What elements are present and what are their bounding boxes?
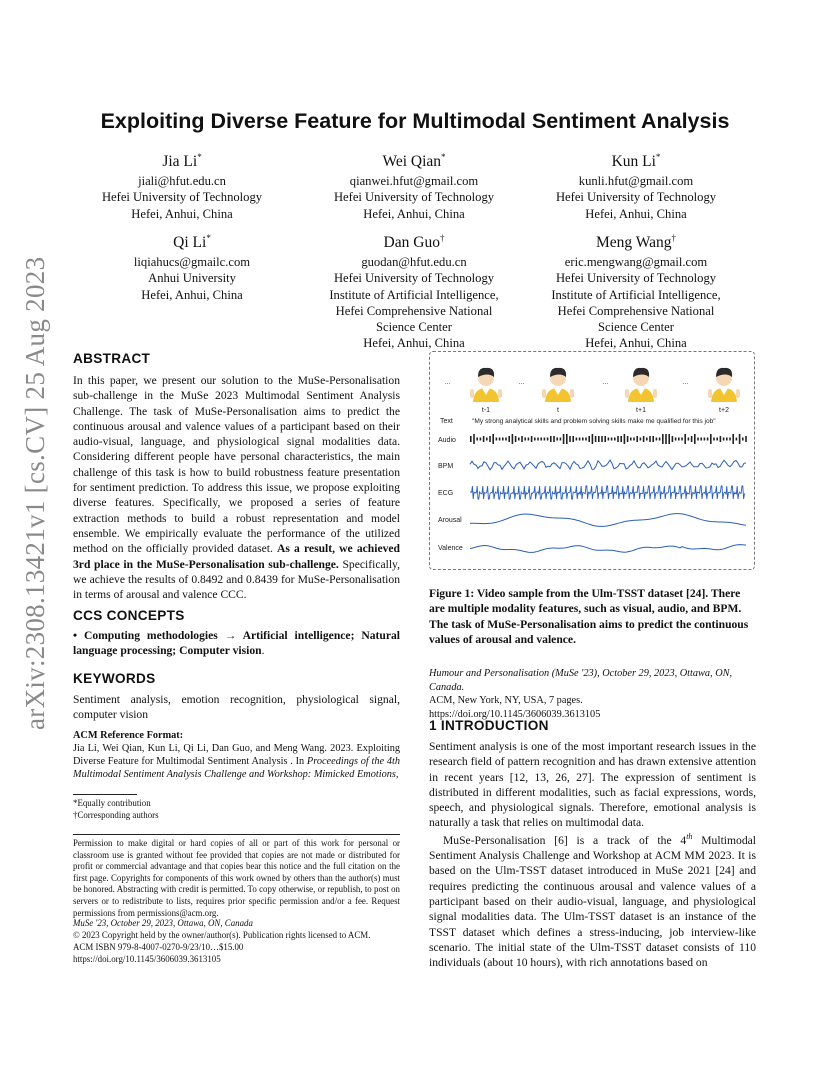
footnote-corresponding: †Corresponding authors xyxy=(73,810,159,820)
author-email: kunli.hfut@gmail.com xyxy=(578,174,694,189)
audio-bar xyxy=(582,438,584,441)
audio-bar xyxy=(588,436,590,442)
author-card xyxy=(294,148,534,222)
audio-bar xyxy=(627,436,629,442)
signal-label-bpm: BPM xyxy=(438,463,454,470)
frame-ellipsis: … xyxy=(518,379,525,386)
author-affiliation: Hefei University of Technology xyxy=(101,190,263,205)
audio-bar xyxy=(601,436,603,442)
author-affiliation: Hefei University of Technology xyxy=(333,271,495,286)
audio-bar xyxy=(524,438,526,441)
audio-bar xyxy=(716,438,718,441)
author-card xyxy=(294,229,534,351)
person-hand xyxy=(625,389,629,398)
intro-paragraph-1: Sentiment analysis is one of the most important research issues in the research field of pattern recognition and has drawn extensive attention in recent years [12, 13, 26, 27]. The expression of sentiment is distributed in different modalities, such as facial expressions, words, speech, and physiological signals. Therefore, emotional analysis is naturally a task that relies on multimodal data. xyxy=(429,740,756,830)
author-location: Hefei, Anhui, China xyxy=(585,206,687,221)
figure-caption: Figure 1: Video sample from the Ulm-TSST dataset [24]. There are multiple modality features, such as visual, audio, and BPM. The task of MuSe-Personalisation aims to predict the continuous values of arousal and valence. xyxy=(429,587,749,646)
permission-text: Permission to make digital or hard copies of all or part of this work for personal or classroom use is granted without fee provided that copies are not made or distributed for profit or commercial advantage and that copies bear this notice and the full citation on the first page. Copyrights for components of this work owned by others than the author(s) must be honored. Abstracting with credit is permitted. To copy otherwise, or republish, to post on servers or to redistribute to lists, requires prior specific permission and/or a fee. Request permissions from permissions@acm.org. xyxy=(73,838,400,918)
audio-bar xyxy=(681,438,683,441)
audio-bar xyxy=(492,434,494,444)
person-hand xyxy=(542,389,546,398)
audio-bar xyxy=(489,436,491,442)
person-hand xyxy=(498,389,502,398)
audio-bar xyxy=(710,434,712,444)
frame-label: t-1 xyxy=(481,407,491,414)
audio-bar xyxy=(585,438,587,441)
venue-line: MuSe '23, October 29, 2023, Ottawa, ON, Canada xyxy=(73,918,253,928)
audio-bar xyxy=(640,438,642,441)
audio-bar xyxy=(502,438,504,441)
author-location: Hefei, Anhui, China xyxy=(585,336,687,351)
author-name: Qi Li* xyxy=(173,233,211,252)
paper-title: Exploiting Diverse Feature for Multimodal Sentiment Analysis xyxy=(100,109,730,133)
audio-bar xyxy=(662,434,664,444)
audio-bar xyxy=(617,436,619,442)
audio-bar xyxy=(604,436,606,442)
person-hand xyxy=(570,389,574,398)
audio-bar xyxy=(528,438,530,441)
audio-waveform xyxy=(470,434,747,444)
audio-bar xyxy=(704,438,706,441)
audio-bar xyxy=(700,438,702,441)
audio-bar xyxy=(595,436,597,442)
audio-bar xyxy=(518,438,520,441)
author-affiliation: Hefei Comprehensive National xyxy=(557,303,715,318)
audio-bar xyxy=(646,438,648,441)
person-hand xyxy=(653,389,657,398)
audio-bar xyxy=(630,438,632,441)
author-affiliation: Institute of Artificial Intelligence, xyxy=(329,287,499,302)
audio-bar xyxy=(745,436,747,442)
author-name: Meng Wang† xyxy=(595,233,677,252)
figure-1 xyxy=(429,351,755,570)
frame-ellipsis: … xyxy=(602,379,609,386)
author-card xyxy=(62,148,302,222)
author-affiliation: Science Center xyxy=(376,319,452,334)
audio-bar xyxy=(684,434,686,444)
author-email: eric.mengwang@gmail.com xyxy=(564,255,708,270)
author-email: qianwei.hfut@gmail.com xyxy=(349,174,479,189)
audio-bar xyxy=(672,436,674,442)
copyright-line: © 2023 Copyright held by the owner/author(s). Publication rights licensed to ACM. xyxy=(73,930,371,940)
audio-bar xyxy=(697,438,699,441)
frame-label: t+1 xyxy=(636,407,646,414)
audio-bar xyxy=(483,436,485,442)
audio-bar xyxy=(476,438,478,441)
audio-bar xyxy=(537,438,539,441)
author-email: jiali@hfut.edu.cn xyxy=(138,174,226,189)
transcript-quote: "My strong analytical skills and problem solving skills make me qualified for this job" xyxy=(472,418,716,425)
audio-bar xyxy=(611,438,613,441)
author-email: liqiahucs@gmailc.com xyxy=(133,255,251,270)
audio-bar xyxy=(608,438,610,441)
audio-bar xyxy=(512,434,514,444)
audio-bar xyxy=(480,438,482,441)
author-affiliation: Institute of Artificial Intelligence, xyxy=(551,287,721,302)
audio-bar xyxy=(531,436,533,442)
valence-signal xyxy=(470,545,746,553)
author-affiliation: Hefei Comprehensive National xyxy=(335,303,493,318)
author-card xyxy=(72,229,312,303)
audio-bar xyxy=(688,438,690,441)
conference-note: Humour and Personalisation (MuSe '23), October 29, 2023, Ottawa, ON, Canada. ACM, New York, NY, USA, 7 pages. https://doi.org/10.1145/3606039.3613105 xyxy=(429,668,733,720)
isbn-line: ACM ISBN 979-8-4007-0270-9/23/10…$15.00 xyxy=(73,942,244,952)
audio-bar xyxy=(550,436,552,442)
audio-bar xyxy=(691,436,693,442)
person-hand xyxy=(736,389,740,398)
audio-bar xyxy=(729,438,731,441)
audio-bar xyxy=(473,434,475,444)
signal-label-audio: Audio xyxy=(438,437,456,444)
audio-bar xyxy=(505,438,507,441)
audio-bar xyxy=(732,434,734,444)
audio-bar xyxy=(592,434,594,444)
text-label: Text xyxy=(440,418,453,425)
audio-bar xyxy=(569,436,571,442)
audio-bar xyxy=(707,438,709,441)
author-location: Hefei, Anhui, China xyxy=(141,287,243,302)
author-email: guodan@hfut.edu.cn xyxy=(361,255,467,270)
permission-rule xyxy=(73,834,400,835)
author-affiliation: Anhui University xyxy=(148,271,236,286)
audio-bar xyxy=(694,434,696,444)
audio-bar xyxy=(598,436,600,442)
audio-bar xyxy=(572,436,574,442)
arxiv-stamp: arXiv:2308.13421v1 [cs.CV] 25 Aug 2023 xyxy=(20,256,50,730)
audio-bar xyxy=(649,436,651,442)
author-location: Hefei, Anhui, China xyxy=(131,206,233,221)
keywords-text: Sentiment analysis, emotion recognition, physiological signal, computer vision xyxy=(73,693,400,722)
audio-bar xyxy=(736,438,738,441)
audio-bar xyxy=(643,436,645,442)
audio-bar xyxy=(652,436,654,442)
audio-bar xyxy=(470,436,472,442)
author-location: Hefei, Anhui, China xyxy=(363,206,465,221)
author-affiliation: Hefei University of Technology xyxy=(333,190,495,205)
figure-illustration xyxy=(430,352,754,569)
audio-bar xyxy=(675,438,677,441)
doi-line: https://doi.org/10.1145/3606039.3613105 xyxy=(73,954,221,964)
audio-bar xyxy=(668,434,670,444)
author-affiliation: Hefei University of Technology xyxy=(555,271,717,286)
signal-label-arousal: Arousal xyxy=(438,517,462,524)
person-figure xyxy=(708,368,740,402)
author-name: Wei Qian* xyxy=(382,152,446,171)
frame-label: t xyxy=(557,407,559,414)
frame-label: t+2 xyxy=(719,407,729,414)
audio-bar xyxy=(515,436,517,442)
reference-heading: ACM Reference Format: xyxy=(73,730,184,741)
audio-bar xyxy=(614,438,616,441)
person-hand xyxy=(708,389,712,398)
person-figure xyxy=(470,368,502,402)
footnote-equal: *Equally contribution xyxy=(73,798,151,808)
person-figure xyxy=(542,368,574,402)
audio-bar xyxy=(576,438,578,441)
audio-bar xyxy=(739,434,741,444)
author-card xyxy=(516,229,756,351)
audio-bar xyxy=(547,438,549,441)
audio-bar xyxy=(534,438,536,441)
ccs-heading: CCS CONCEPTS xyxy=(73,608,185,623)
bpm-signal xyxy=(470,460,746,470)
author-affiliation: Hefei University of Technology xyxy=(555,190,717,205)
audio-bar xyxy=(544,438,546,441)
audio-bar xyxy=(521,436,523,442)
author-name: Jia Li* xyxy=(162,152,202,171)
signal-label-valence: Valence xyxy=(438,545,463,552)
abstract-heading: ABSTRACT xyxy=(73,351,151,366)
frame-ellipsis: … xyxy=(444,379,451,386)
audio-bar xyxy=(486,438,488,441)
audio-bar xyxy=(624,434,626,444)
intro-paragraph-2: MuSe-Personalisation [6] is a track of the 4th Multimodal Sentiment Analysis Challenge and Workshop at ACM MM 2023. It is based on the Ulm-TSST dataset introduced in MuSe 2021 [24] and requires predicting the continuous arousal and valence values of a participant based on their audio-visual, language, and physiological signal modalities data. The Ulm-TSST dataset is an instance of the TSST dataset which defines a stress-inducing, job interview-like scenario. The initial state of the Ulm-TSST dataset consists of 110 individuals (about 10 hours), with rich annotations based on xyxy=(429,832,756,970)
audio-bar xyxy=(560,438,562,441)
ecg-signal xyxy=(470,486,745,499)
author-affiliation: Science Center xyxy=(598,319,674,334)
audio-bar xyxy=(579,438,581,441)
person-hand xyxy=(470,389,474,398)
audio-bar xyxy=(678,438,680,441)
audio-bar xyxy=(656,438,658,441)
audio-bar xyxy=(540,438,542,441)
audio-bar xyxy=(723,438,725,441)
audio-bar xyxy=(563,434,565,444)
audio-bar xyxy=(726,438,728,441)
author-name: Dan Guo† xyxy=(383,233,445,252)
audio-bar xyxy=(508,436,510,442)
keywords-heading: KEYWORDS xyxy=(73,671,156,686)
audio-bar xyxy=(620,436,622,442)
reference-text: Jia Li, Wei Qian, Kun Li, Qi Li, Dan Guo, and Meng Wang. 2023. Exploiting Diverse Feature for Multimodal Sentiment Analysis . In Proceedings of the 4th Multimodal Sentiment Analysis Challenge and Workshop: Mimicked Emotions, xyxy=(73,743,401,781)
audio-bar xyxy=(633,438,635,441)
frame-ellipsis: … xyxy=(682,379,689,386)
audio-bar xyxy=(665,434,667,444)
audio-bar xyxy=(720,436,722,442)
audio-bar xyxy=(566,434,568,444)
signal-label-ecg: ECG xyxy=(438,490,454,497)
audio-bar xyxy=(499,438,501,441)
arousal-signal xyxy=(470,514,746,527)
footnote-rule xyxy=(73,794,137,795)
audio-bar xyxy=(636,436,638,442)
intro-heading: 1 INTRODUCTION xyxy=(429,718,549,733)
abstract-text: In this paper, we present our solution to the MuSe-Personalisation sub-challenge in the MuSe 2023 Multimodal Sentiment Analysis Challenge. The task of MuSe-Personalisation aims to predict the continuous arousal and valence values of a participant based on their audio-visual, language, and physiological signal modalities data. Considering different people have personal characteristics, the main challenge of this task is how to build robustness feature presentation for sentiment prediction. To address this issue, we propose exploiting diverse features. Specifically, we proposed a series of feature extraction methods to build a robust representation and model ensemble. We empirically evaluate the performance of the utilized method on the officially provided dataset. As a result, we achieved 3rd place in the MuSe-Personalisation sub-challenge. Specifically, we achieve the results of 0.8492 and 0.8439 for MuSe-Personalisation in terms of arousal and valence CCC. xyxy=(73,374,400,602)
author-location: Hefei, Anhui, China xyxy=(363,336,465,351)
person-figure xyxy=(625,368,657,402)
author-name: Kun Li* xyxy=(611,152,661,171)
audio-bar xyxy=(553,436,555,442)
ccs-text: • Computing methodologies → Artificial intelligence; Natural language processing; Computer vision. xyxy=(73,629,400,658)
audio-bar xyxy=(556,438,558,441)
author-card xyxy=(516,148,756,222)
audio-bar xyxy=(713,438,715,441)
audio-bar xyxy=(496,438,498,441)
audio-bar xyxy=(742,438,744,441)
audio-bar xyxy=(659,438,661,441)
